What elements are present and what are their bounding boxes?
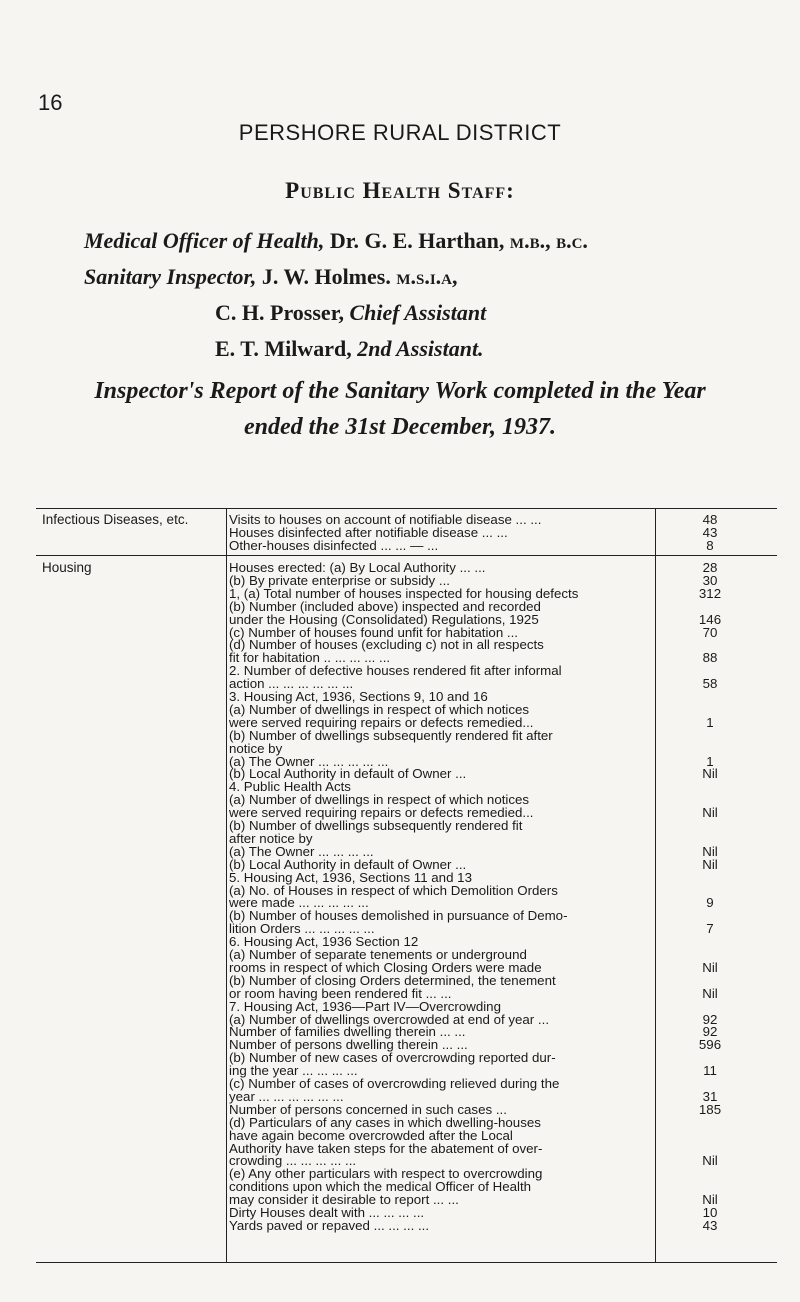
table-row-text: crowding ... ... ... ... ... bbox=[229, 1153, 357, 1169]
table-row-text: (a) Number of dwellings in respect of which notices bbox=[229, 701, 530, 717]
report-title-line2: ended the 31st December, 1937. bbox=[244, 414, 556, 440]
table-row-text: 3. Housing Act, 1936, Sections 9, 10 and 16 bbox=[229, 689, 488, 704]
table-row-text: 1, (a) Total number of houses inspected for housing defects bbox=[229, 585, 579, 601]
si-line bbox=[84, 264, 458, 290]
table-row-text: (a) Number of dwellings overcrowded at end of year ... bbox=[229, 1011, 550, 1027]
moh-name: Dr. G. E. Harthan, bbox=[329, 228, 505, 253]
table-row-value: 8 bbox=[706, 537, 714, 553]
table-row-text: (c) Number of cases of overcrowding relieved during the bbox=[229, 1076, 560, 1091]
table-row-value: 58 bbox=[702, 676, 718, 692]
table-row-text: were made ... ... ... ... ... bbox=[229, 895, 369, 911]
table-row-value: 30 bbox=[702, 572, 718, 588]
table-row-text: notice by bbox=[229, 740, 283, 756]
column-divider-right bbox=[655, 508, 656, 1262]
table-row-text: (b) Local Authority in default of Owner ... bbox=[229, 766, 467, 782]
table-row-text: Number of persons concerned in such cases ... bbox=[229, 1101, 507, 1117]
table-row-text: (b) Number of new cases of overcrowding reported dur- bbox=[229, 1050, 556, 1066]
table-row-text: fit for habitation .. ... ... ... ... bbox=[229, 650, 391, 666]
asst1-role: Chief Assistant bbox=[349, 300, 487, 325]
table-row-value: 28 bbox=[702, 560, 718, 575]
table-row-value: Nil bbox=[702, 959, 718, 975]
staff-heading: Public Health Staff: bbox=[285, 178, 515, 203]
asst2-role: 2nd Assistant. bbox=[357, 336, 484, 361]
section-infectious-diseases: Infectious Diseases, etc. bbox=[42, 512, 189, 527]
table-row-text: (a) Number of dwellings in respect of which notices bbox=[229, 792, 530, 808]
table-row-value: 43 bbox=[702, 524, 718, 540]
table-row-text: (d) Particulars of any cases in which dwelling-houses bbox=[229, 1114, 541, 1130]
table-row-text: (a) The Owner ... ... ... ... bbox=[229, 843, 374, 859]
table-bottom-rule bbox=[36, 1262, 777, 1263]
table-row-text: lition Orders ... ... ... ... ... bbox=[229, 921, 375, 937]
table-row-value: Nil bbox=[702, 1153, 718, 1169]
table-row-text: were served requiring repairs or defects remedied... bbox=[229, 714, 534, 730]
table-row-text: 2. Number of defective houses rendered fit after informal bbox=[229, 663, 562, 679]
table-row-text: (b) Number (included above) inspected and recorded bbox=[229, 598, 541, 614]
table-row-value: 10 bbox=[702, 1205, 718, 1220]
moh-role: Medical Officer of Health, bbox=[84, 228, 325, 253]
asst1-line bbox=[215, 300, 486, 326]
table-row-value: 88 bbox=[702, 650, 718, 666]
table-row-value: 1 bbox=[706, 714, 714, 730]
table-row-text: Yards paved or repaved ... ... ... ... bbox=[229, 1217, 430, 1233]
table-row-text: action ... ... ... ... ... ... bbox=[229, 676, 354, 692]
table-row-text: Visits to houses on account of notifiable disease ... ... bbox=[229, 512, 542, 527]
table-row-text: have again become overcrowded after the Local bbox=[229, 1127, 513, 1143]
table-row-text: 4. Public Health Acts bbox=[229, 779, 351, 795]
district-title: PERSHORE RURAL DISTRICT bbox=[238, 120, 562, 145]
table-row-text: (b) Number of closing Orders determined, the tenement bbox=[229, 972, 556, 988]
table-row-text: under the Housing (Consolidated) Regulations, 1925 bbox=[229, 611, 539, 627]
table-row-value: 92 bbox=[702, 1011, 718, 1027]
table-row-text: (b) Number of houses demolished in pursuance of Demo- bbox=[229, 908, 568, 924]
table-row-value: 70 bbox=[702, 624, 718, 640]
report-title-line1: Inspector's Report of the Sanitary Work completed in the Year bbox=[94, 378, 706, 404]
asst2-line bbox=[215, 336, 484, 362]
table-row-value: 7 bbox=[706, 921, 714, 937]
moh-quals: m.b., b.c. bbox=[509, 228, 588, 253]
table-row-text: may consider it desirable to report ... ... bbox=[229, 1192, 459, 1208]
table-row-text: (b) Local Authority in default of Owner ... bbox=[229, 856, 467, 872]
asst1-name: C. H. Prosser, bbox=[215, 300, 344, 325]
table-row-text: Number of persons dwelling therein ... ... bbox=[229, 1037, 468, 1053]
table-row-text: (d) Number of houses (excluding c) not in all respects bbox=[229, 637, 544, 653]
table-row-value: 92 bbox=[702, 1024, 718, 1040]
table-row-text: Dirty Houses dealt with ... ... ... ... bbox=[229, 1205, 425, 1220]
table-row-text: 6. Housing Act, 1936 Section 12 bbox=[229, 934, 419, 950]
table-row-text: ing the year ... ... ... ... bbox=[229, 1063, 358, 1079]
table-row-value: 596 bbox=[698, 1037, 722, 1053]
table-row-text: (b) Number of dwellings subsequently rendered fit after bbox=[229, 727, 553, 743]
table-row-text: rooms in respect of which Closing Orders were made bbox=[229, 959, 542, 975]
table-row-text: conditions upon which the medical Officer of Health bbox=[229, 1179, 532, 1195]
table-row-text: Houses disinfected after notifiable disease ... ... bbox=[229, 524, 508, 540]
table-row-text: (b) Number of dwellings subsequently rendered fit bbox=[229, 818, 523, 833]
table-row-value: Nil bbox=[702, 766, 718, 782]
table-row-value: 43 bbox=[702, 1217, 718, 1233]
moh-line bbox=[84, 228, 588, 254]
table-row-value: Nil bbox=[702, 856, 718, 872]
asst2-name: E. T. Milward, bbox=[215, 336, 352, 361]
table-row-text: (c) Number of houses found unfit for habitation ... bbox=[229, 624, 518, 640]
table-row-text: Houses erected: (a) By Local Authority ... ... bbox=[229, 560, 486, 575]
table-row-value: 11 bbox=[703, 1063, 717, 1079]
table-row-text: Authority have taken steps for the abatement of over- bbox=[229, 1140, 543, 1156]
page-number: 16 bbox=[38, 90, 63, 115]
table-row-text: (e) Any other particulars with respect to overcrowding bbox=[229, 1166, 543, 1182]
table-row-text: Number of families dwelling therein ... ... bbox=[229, 1024, 466, 1040]
section-housing: Housing bbox=[42, 560, 92, 575]
table-row-value: 146 bbox=[698, 611, 722, 627]
table-row-text: (a) The Owner ... ... ... ... ... bbox=[229, 753, 389, 769]
column-divider-left bbox=[226, 508, 227, 1262]
si-quals: m.s.i.a, bbox=[396, 264, 458, 289]
table-row-value: 1 bbox=[706, 753, 714, 769]
table-row-value: Nil bbox=[702, 985, 718, 1001]
table-row-text: 7. Housing Act, 1936—Part IV—Overcrowding bbox=[229, 998, 501, 1014]
table-row-value: 31 bbox=[702, 1088, 718, 1104]
table-row-value: 312 bbox=[698, 585, 722, 601]
table-row-value: Nil bbox=[702, 1192, 718, 1208]
table-row-text: were served requiring repairs or defects remedied... bbox=[229, 805, 534, 821]
section-divider-rule bbox=[36, 555, 777, 556]
table-top-rule bbox=[36, 508, 777, 509]
table-row-text: after notice by bbox=[229, 830, 313, 846]
table-row-value: 48 bbox=[702, 512, 718, 527]
table-row-text: Other-houses disinfected ... ... — ... bbox=[229, 537, 439, 553]
table-row-text: or room having been rendered fit ... ... bbox=[229, 985, 452, 1001]
table-row-value: 9 bbox=[706, 895, 714, 911]
table-row-text: 5. Housing Act, 1936, Sections 11 and 13 bbox=[229, 869, 472, 885]
table-row-value: Nil bbox=[702, 843, 718, 859]
table-row-value: Nil bbox=[702, 805, 718, 821]
si-role: Sanitary Inspector, bbox=[84, 264, 257, 289]
table-row-text: (a) No. of Houses in respect of which Demolition Orders bbox=[229, 882, 558, 898]
table-row-text: (a) Number of separate tenements or underground bbox=[229, 947, 527, 962]
table-row-value: 185 bbox=[698, 1101, 722, 1117]
si-name: J. W. Holmes. bbox=[261, 264, 391, 289]
table-row-text: (b) By private enterprise or subsidy ... bbox=[229, 572, 450, 588]
table-row-text: year ... ... ... ... ... ... bbox=[229, 1088, 344, 1104]
